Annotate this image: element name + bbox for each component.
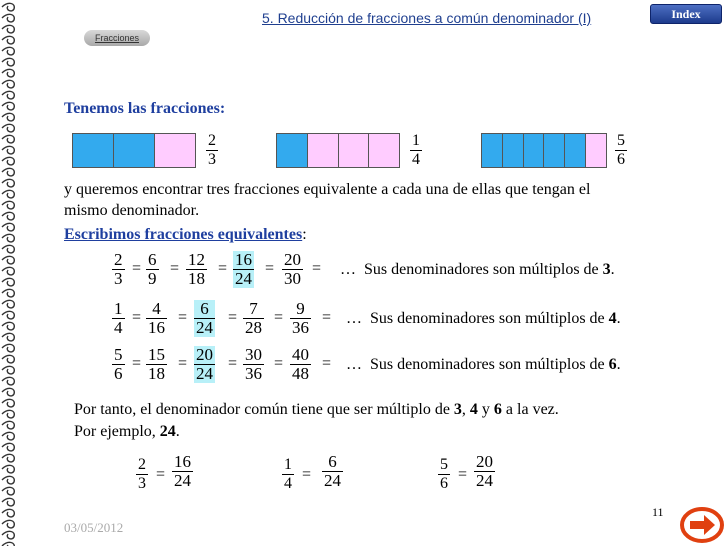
slide-date: 03/05/2012 [64, 520, 124, 535]
equals-sign: = [156, 466, 166, 483]
denominator: 4 [412, 151, 420, 168]
numerator: 6 [328, 452, 337, 471]
example-value: 24 [159, 423, 176, 440]
spiral-binding-decoration [0, 0, 22, 546]
bar-fraction-1-4 [410, 132, 422, 169]
denominator: 6 [440, 475, 448, 492]
multiple-4: 4 [469, 401, 478, 418]
equals-sign: = [170, 260, 180, 277]
fraction [146, 251, 159, 288]
intro-text-line1: y queremos encontrar tres fracciones equivalente a cada una de ellas que tengan el [64, 181, 591, 198]
page-number: 11 [652, 505, 664, 519]
denominator: 28 [245, 318, 262, 337]
denominator: 3 [138, 475, 146, 492]
denominator: 6 [617, 151, 625, 168]
numerator: 16 [174, 452, 191, 471]
fraction [290, 300, 311, 337]
bar-cell-filled [277, 134, 308, 167]
numerator: 5 [440, 456, 448, 473]
fraction [112, 300, 125, 337]
next-slide-button[interactable] [680, 506, 724, 544]
equivalents-heading [64, 226, 307, 244]
note-suffix: . [616, 356, 621, 373]
fraction [146, 346, 167, 383]
denominator: 24 [174, 471, 191, 490]
fraction-bar-1-4 [276, 133, 400, 168]
denominator: 36 [245, 364, 262, 383]
fraction-bar-5-6 [481, 133, 607, 168]
denominator: 18 [148, 364, 165, 383]
fraction [322, 453, 343, 490]
bar-cell-empty [586, 134, 606, 167]
example-suffix: . [175, 423, 180, 440]
bar-fraction-5-6 [615, 132, 627, 169]
denominator: 30 [284, 269, 301, 288]
equals-sign: = [178, 355, 188, 372]
page-title: 5. Reducción de fracciones a común denominador (I) [262, 10, 592, 26]
numerator: 5 [617, 132, 625, 149]
fraction [194, 300, 215, 337]
bar-cell-filled [544, 134, 565, 167]
denominator: 9 [148, 269, 157, 288]
denominator: 48 [292, 364, 309, 383]
breadcrumb-fracciones[interactable]: Fracciones [84, 30, 150, 46]
denominator: 4 [114, 318, 123, 337]
fraction [136, 456, 148, 493]
denominator: 18 [188, 269, 205, 288]
numerator: 20 [196, 345, 213, 364]
numerator: 1 [114, 299, 123, 318]
conclusion-sep1: , [461, 401, 470, 418]
equals-sign: = [132, 355, 142, 372]
fraction [194, 346, 215, 383]
fraction [112, 346, 125, 383]
note-multiple: 4 [608, 310, 617, 327]
multiple-6: 6 [493, 401, 502, 418]
bar-cell-filled [73, 134, 114, 167]
numerator: 30 [245, 345, 262, 364]
fraction [172, 453, 193, 490]
numerator: 9 [296, 299, 305, 318]
note-spacer [362, 356, 370, 373]
denominator: 4 [284, 475, 292, 492]
conclusion-line1 [74, 401, 559, 419]
conclusion-prefix: Por tanto, el denominador común tiene que ser múltiplo de [74, 401, 454, 418]
ellipsis: … [346, 356, 362, 373]
fraction [282, 456, 294, 493]
fraction [243, 300, 264, 337]
equals-sign: = [228, 355, 238, 372]
note-text: Sus denominadores son múltiplos de [370, 356, 609, 373]
numerator: 4 [152, 299, 161, 318]
bar-cell-empty [339, 134, 370, 167]
note-text: Sus denominadores son múltiplos de [364, 261, 603, 278]
numerator: 20 [476, 452, 493, 471]
equivalents-heading-text: Escribimos fracciones equivalentes [64, 226, 303, 243]
equals-sign: = [178, 309, 188, 326]
fraction [290, 346, 311, 383]
note-text: Sus denominadores son múltiplos de [370, 310, 609, 327]
fraction [146, 300, 167, 337]
denominator: 24 [196, 364, 213, 383]
denominator: 24 [235, 269, 252, 288]
equals-sign: = [274, 309, 284, 326]
row-note [346, 310, 621, 328]
denominator: 24 [324, 471, 341, 490]
numerator: 12 [188, 250, 205, 269]
numerator: 15 [148, 345, 165, 364]
denominator: 3 [208, 151, 216, 168]
denominator: 3 [114, 269, 123, 288]
fraction [233, 251, 254, 288]
numerator: 16 [235, 250, 252, 269]
numerator: 2 [114, 250, 123, 269]
bar-cell-filled [524, 134, 545, 167]
fraction-bar-2-3 [72, 133, 196, 168]
note-spacer [362, 310, 370, 327]
equals-sign: = [312, 260, 322, 277]
conclusion-sep2: y [477, 401, 494, 418]
numerator: 6 [148, 250, 157, 269]
denominator: 24 [476, 471, 493, 490]
equals-sign: = [274, 355, 284, 372]
intro-text-line2: mismo denominador. [64, 202, 200, 219]
equals-sign: = [322, 355, 332, 372]
bar-cell-empty [308, 134, 339, 167]
equals-sign: = [265, 260, 275, 277]
row-note [340, 261, 615, 279]
fraction [112, 251, 125, 288]
denominator: 24 [196, 318, 213, 337]
numerator: 2 [208, 132, 216, 149]
fraction [438, 456, 450, 493]
example-prefix: Por ejemplo, [74, 423, 160, 440]
equals-sign: = [302, 466, 312, 483]
conclusion-suffix: a la vez. [501, 401, 559, 418]
bar-fraction-2-3 [206, 132, 218, 169]
note-multiple: 3 [602, 261, 611, 278]
equals-sign: = [228, 309, 238, 326]
equals-sign: = [132, 260, 142, 277]
numerator: 1 [284, 456, 292, 473]
equals-sign: = [132, 309, 142, 326]
numerator: 6 [200, 299, 209, 318]
row-note [346, 356, 621, 374]
index-button[interactable]: Index [650, 4, 722, 24]
note-suffix: . [610, 261, 615, 278]
ellipsis: … [346, 310, 362, 327]
denominator: 6 [114, 364, 123, 383]
denominator: 36 [292, 318, 309, 337]
numerator: 2 [138, 456, 146, 473]
numerator: 20 [284, 250, 301, 269]
fraction [282, 251, 303, 288]
numerator: 1 [412, 132, 420, 149]
fraction [474, 453, 495, 490]
bar-cell-filled [114, 134, 155, 167]
note-multiple: 6 [608, 356, 617, 373]
fraction [186, 251, 207, 288]
numerator: 5 [114, 345, 123, 364]
note-spacer [356, 261, 364, 278]
bar-cell-filled [503, 134, 524, 167]
bar-cell-empty [369, 134, 399, 167]
numerator: 7 [249, 299, 258, 318]
equivalents-heading-colon: : [302, 226, 307, 243]
denominator: 16 [148, 318, 165, 337]
fraction [243, 346, 264, 383]
equals-sign: = [218, 260, 228, 277]
ellipsis: … [340, 261, 356, 278]
multiple-3: 3 [453, 401, 462, 418]
intro-heading: Tenemos las fracciones: [64, 100, 226, 117]
bar-cell-empty [155, 134, 195, 167]
equals-sign: = [458, 466, 468, 483]
note-suffix: . [616, 310, 621, 327]
numerator: 40 [292, 345, 309, 364]
bar-cell-filled [482, 134, 503, 167]
bar-cell-filled [565, 134, 586, 167]
equals-sign: = [322, 309, 332, 326]
conclusion-line2 [74, 423, 180, 441]
